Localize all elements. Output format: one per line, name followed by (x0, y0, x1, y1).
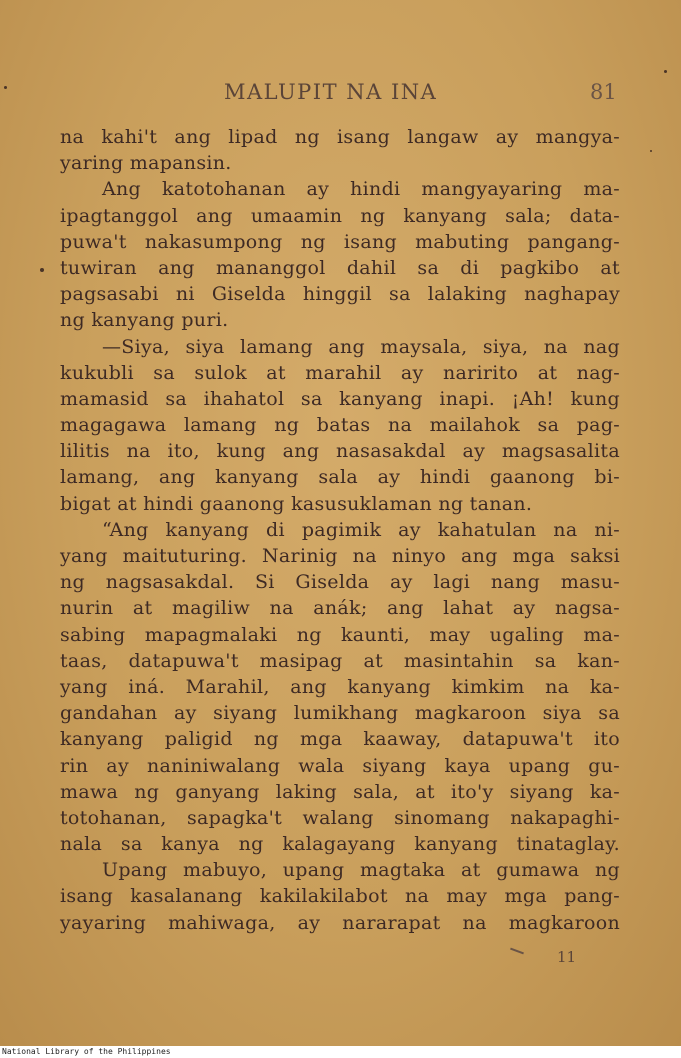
text-line: —Siya, siya lamang ang maysala, siya, na nag (102, 335, 620, 358)
text-line: “Ang kanyang di pagimik ay kahatulan na ni- (102, 518, 620, 541)
text-line: ng kanyang puri. (60, 309, 229, 332)
ink-speck (40, 268, 44, 272)
text-line: yang iná. Marahil, ang kanyang kimkim na ka- (60, 675, 620, 698)
text-line: Ang katotohanan ay hindi mangyayaring ma- (102, 178, 620, 201)
text-line: pagsasabi ni Giselda hinggil sa lalaking naghapay (60, 283, 620, 306)
running-title: MALUPIT NA INA (224, 80, 438, 104)
text-line: kanyang paligid ng mga kaaway, datapuwa't ito (60, 728, 620, 751)
page-header (0, 78, 681, 108)
ink-speck (4, 86, 7, 89)
body-text (60, 124, 620, 936)
text-line: bigat at hindi gaanong kasusuklaman ng tanan. (60, 492, 533, 515)
signature-mark: 11 (557, 948, 577, 966)
library-credit: National Library of the Philippines (2, 1047, 171, 1056)
ink-mark (510, 948, 524, 955)
text-line: yayaring mahiwaga, ay nararapat na magkaroon (60, 911, 620, 934)
text-line: mamasid sa ihahatol sa kanyang inapi. ¡Ah! kung (60, 387, 620, 410)
text-line: yang maituturing. Narinig na ninyo ang mga saksi (60, 545, 620, 567)
text-line: kukubli sa sulok at marahil ay naririto at nag- (60, 361, 620, 384)
ink-speck (650, 150, 652, 152)
text-line: lilitis na ito, kung ang nasasakdal ay magsasalita (60, 440, 620, 463)
text-line: yaring mapansin. (60, 152, 232, 175)
text-line: na kahi't ang lipad ng isang langaw ay mangya- (60, 126, 620, 148)
page-number: 81 (590, 80, 617, 104)
footer (0, 1046, 681, 1058)
text-line: mawa ng ganyang laking sala, at ito'y siyang ka- (60, 780, 620, 803)
text-line: puwa't nakasumpong ng isang mabuting pangang- (60, 230, 620, 253)
text-line: magagawa lamang ng batas na mailahok sa pag- (60, 414, 620, 437)
text-line: isang kasalanang kakilakilabot na may mga pang- (60, 885, 620, 908)
text-line: lamang, ang kanyang sala ay hindi gaanong bi- (60, 466, 620, 489)
text-line: rin ay naniniwalang wala siyang kaya upang gu- (60, 754, 620, 777)
text-line: tuwiran ang mananggol dahil sa di pagkibo at (60, 256, 620, 279)
ink-speck (664, 70, 667, 73)
text-line: sabing mapagmalaki ng kaunti, may ugaling ma- (60, 623, 620, 646)
text-line: ipagtanggol ang umaamin ng kanyang sala; data- (60, 204, 620, 227)
text-line: ng nagsasakdal. Si Giselda ay lagi nang masu- (60, 571, 620, 594)
text-line: nala sa kanya ng kalagayang kanyang tinataglay. (60, 833, 620, 856)
text-line: nurin at magiliw na anák; ang lahat ay nagsa- (60, 597, 620, 620)
text-line: taas, datapuwa't masipag at masintahin sa kan- (60, 649, 620, 672)
text-line: totohanan, sapagka't walang sinomang nakapaghi- (60, 806, 620, 829)
text-line: Upang mabuyo, upang magtaka at gumawa ng (102, 859, 620, 882)
text-line: gandahan ay siyang lumikhang magkaroon siya sa (60, 702, 620, 725)
